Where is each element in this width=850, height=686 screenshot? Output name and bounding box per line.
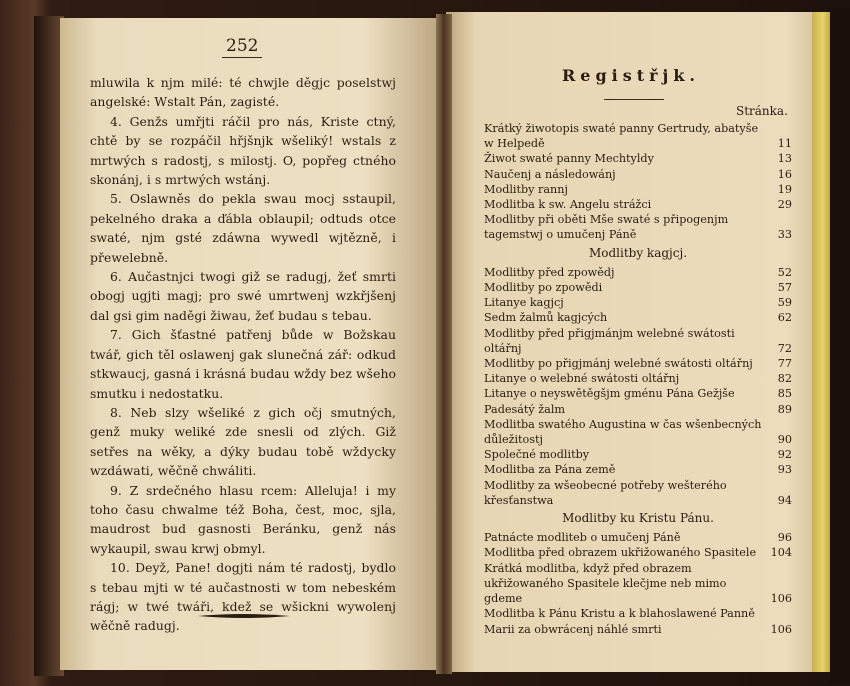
table-of-contents xyxy=(484,121,792,637)
paragraph: 6. Aučastnjci twogi giž se radugj, žeť smrti obogj ugjti magj; pro swé umrtwenj wzkřjšenj dal gsi gim naděgi žiwau, žeť budau s tebau. xyxy=(90,269,396,323)
toc-entry: Modlitba před obrazem ukřižowaného Spasitele 104 xyxy=(484,546,792,560)
toc-entry: Modlitba swatého Augustina w čas wšenbecných důležitostj 90 xyxy=(484,417,792,447)
paragraph: 8. Neb slzy wšeliké z gich očj smutných, genž muky weliké zde snesli od zlých. Giž setřes na wěky, a dýky budau tobě wždycky wzdáwati, wěčně chwáliti. xyxy=(90,404,396,479)
toc-entry: Modlitby rannj 19 xyxy=(484,182,792,196)
section-heading: Modlitby ku Kristu Pánu. xyxy=(562,511,714,526)
toc-entry: Žiwot swaté panny Mechtyldy 13 xyxy=(484,152,792,166)
toc-entry: Litanye o welebné swátosti oltářnj 82 xyxy=(484,372,792,386)
page-column-header: Stránka. xyxy=(736,104,788,118)
toc-entry: Naučenj a následowánj 16 xyxy=(484,167,792,181)
toc-entry: Padesátý žalm 89 xyxy=(484,402,792,416)
section-heading: Modlitby kagjcj. xyxy=(588,245,688,260)
toc-entry: Modlitby za wšeobecné potřeby wešterého křesťanstwa 94 xyxy=(484,478,792,507)
left-page-text xyxy=(90,73,396,636)
toc-entry: Modlitby při oběti Mše swaté s připogenjm tagemstwj o umučenj Páně 33 xyxy=(484,213,792,242)
page-number: 252 xyxy=(222,36,262,58)
paragraph: 5. Oslawněs do pekla swau mocj sstaupil, pekelného draka a ďábla oblaupil; odtuds otce swaté, njm gsté zdáwna wywedl wjtězně, i přewelebně. xyxy=(90,191,396,265)
toc-entry: Modlitba k Pánu Kristu a k blahoslawené Panně Marii za obwrácenj náhlé smrti 106 xyxy=(484,607,792,636)
toc-entry: Společné modlitby 92 xyxy=(484,448,792,462)
paragraph: 7. Gich šťastné patřenj bůde w Božskau twář, gich těl oslawenj gak slunečná zář: odkud stkwaucj, gasná i krásná budau wždy bez wšeho smutku i nedostatku. xyxy=(90,327,396,401)
paragraph: 9. Z srdečného hlasu rcem: Alleluja! i my toho času chwalme též Boha, čest, moc, sjla, maudrost bud gasnosti Beránku, genž nás wykaupil, swau krwj obmyl. xyxy=(90,482,396,556)
toc-entry: Patnácte modliteb o umučenj Páně 96 xyxy=(484,531,792,545)
title-rule xyxy=(604,99,664,100)
index-title: Registřjk. xyxy=(561,66,700,85)
toc-entry: Modlitba za Pána země 93 xyxy=(484,463,792,477)
book-gutter xyxy=(436,14,452,674)
toc-entry: Litanye kagjcj 59 xyxy=(484,296,792,310)
paragraph: mluwila k njm milé: té chwjle děgjc poselstwj angelské: Wstalt Pán, zagisté. xyxy=(90,75,396,110)
right-cover-edge xyxy=(830,8,850,684)
toc-entry: Krátký žiwotopis swaté panny Gertrudy, abatyše w Helpedě 11 xyxy=(484,122,792,151)
toc-entry: Modlitby po zpowědi 57 xyxy=(484,281,792,295)
toc-entry: Sedm žalmů kagjcých 62 xyxy=(484,311,792,325)
toc-entry: Litanye o neyswětěgšjm gménu Pána Gežjše 85 xyxy=(484,387,792,401)
toc-entry: Krátká modlitba, když před obrazem ukřižowaného Spasitele klečjme neb mimo gdeme 106 xyxy=(484,561,792,606)
toc-entry: Modlitby před zpowědj 52 xyxy=(484,265,792,279)
toc-entry: Modlitba k sw. Angelu strážci 29 xyxy=(484,198,792,212)
toc-entry: Modlitby před přigjmánjm welebné swátosti oltářnj 72 xyxy=(484,326,792,355)
toc-entry: Modlitby po přigjmánj welebné swátosti oltářnj 77 xyxy=(484,357,792,371)
paragraph: 10. Deyž, Pane! dogjti nám té radostj, bydlo s tebau mjti w té aučastnosti w tom nebeském rágj; w twé twáři, kdež se wšickni wywolenj wěčně radugj. xyxy=(90,560,396,634)
ornament-rule xyxy=(198,613,290,619)
paragraph: 4. Genžs umřjti ráčil pro nás, Kriste ctný, chtě by se rozpáčil hřjšnjk wšeliký! wstals z mrtwých s radostj, s milostj. O, popřeg ctného skonánj, i s mrtwých wstánj. xyxy=(90,113,396,188)
